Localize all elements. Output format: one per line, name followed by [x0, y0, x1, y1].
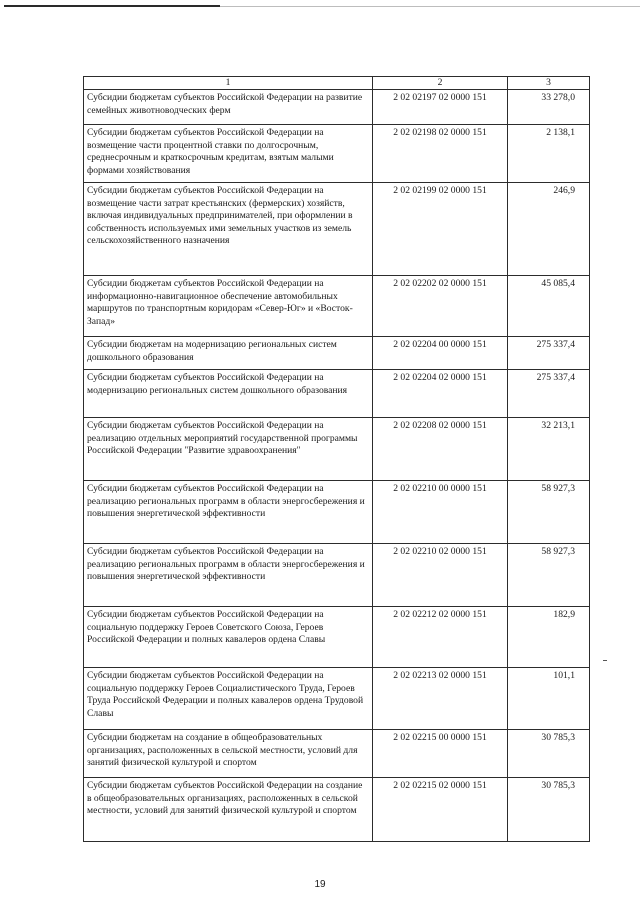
table-row — [84, 90, 590, 125]
budget-table-container — [83, 76, 589, 842]
row-amount-cell: 58 927,3 — [508, 544, 590, 607]
page-number: 19 — [314, 879, 326, 890]
table-row — [84, 481, 590, 544]
row-name-cell: Субсидии бюджетам субъектов Российской Федерации на реализацию отдельных мероприятий государственной программы Российской Федерации "Развитие здравоохранения" — [84, 418, 373, 481]
row-name-cell: Субсидии бюджетам субъектов Российской Федерации на развитие семейных животноводческих ферм — [84, 90, 373, 125]
table-row — [84, 778, 590, 842]
row-amount-cell: 30 785,3 — [508, 730, 590, 778]
row-amount-cell: 246,9 — [508, 183, 590, 276]
row-amount-cell: 30 785,3 — [508, 778, 590, 842]
row-name-cell: Субсидии бюджетам субъектов Российской Федерации на информационно-навигационное обеспечение автомобильных маршрутов по транспортным коридорам «Север-Юг» и «Восток-Запад» — [84, 276, 373, 337]
table-row — [84, 418, 590, 481]
table-row — [84, 337, 590, 370]
row-name-cell: Субсидии бюджетам субъектов Российской Федерации на возмещение части процентной ставки по долгосрочным, среднесрочным и краткосрочным кредитам, взятым малыми формами хозяйствования — [84, 125, 373, 183]
row-code-cell: 2 02 02210 00 0000 151 — [373, 481, 508, 544]
column-header-2: 2 — [373, 77, 508, 90]
row-name-cell: Субсидии бюджетам субъектов Российской Федерации на социальную поддержку Героев Социалистического Труда, Героев Труда Российской Федерации и полных кавалеров ордена Трудовой Славы — [84, 668, 373, 730]
row-name-cell: Субсидии бюджетам субъектов Российской Федерации на создание в общеобразовательных организациях, расположенных в сельской местности, условий для занятий физической культурой и спортом — [84, 778, 373, 842]
row-code-cell: 2 02 02215 02 0000 151 — [373, 778, 508, 842]
table-row — [84, 370, 590, 418]
scan-edge-line-faint — [220, 6, 640, 7]
row-code-cell: 2 02 02204 00 0000 151 — [373, 337, 508, 370]
row-amount-cell: 33 278,0 — [508, 90, 590, 125]
table-row — [84, 125, 590, 183]
row-name-cell: Субсидии бюджетам субъектов Российской Федерации на модернизацию региональных систем дошкольного образования — [84, 370, 373, 418]
scan-edge-line — [4, 5, 220, 7]
row-amount-cell: 2 138,1 — [508, 125, 590, 183]
row-code-cell: 2 02 02197 02 0000 151 — [373, 90, 508, 125]
column-header-1: 1 — [84, 77, 373, 90]
row-code-cell: 2 02 02212 02 0000 151 — [373, 607, 508, 668]
row-amount-cell: 182,9 — [508, 607, 590, 668]
row-name-cell: Субсидии бюджетам субъектов Российской Федерации на реализацию региональных программ в области энергосбережения и повышения энергетической эффективности — [84, 481, 373, 544]
row-name-cell: Субсидии бюджетам субъектов Российской Федерации на возмещение части затрат крестьянских (фермерских) хозяйств, включая индивидуальных предпринимателей, при оформлении в собственность используемых ими земельных участков из земель сельскохозяйственного назначения — [84, 183, 373, 276]
row-code-cell: 2 02 02215 00 0000 151 — [373, 730, 508, 778]
table-row — [84, 668, 590, 730]
row-code-cell: 2 02 02198 02 0000 151 — [373, 125, 508, 183]
row-name-cell: Субсидии бюджетам на создание в общеобразовательных организациях, расположенных в сельской местности, условий для занятий физической культурой и спортом — [84, 730, 373, 778]
row-amount-cell: 58 927,3 — [508, 481, 590, 544]
budget-table — [83, 76, 590, 842]
row-amount-cell: 275 337,4 — [508, 337, 590, 370]
column-header-3: 3 — [508, 77, 590, 90]
row-code-cell: 2 02 02213 02 0000 151 — [373, 668, 508, 730]
table-row — [84, 607, 590, 668]
row-name-cell: Субсидии бюджетам на модернизацию региональных систем дошкольного образования — [84, 337, 373, 370]
scan-mark — [603, 660, 607, 661]
row-code-cell: 2 02 02204 02 0000 151 — [373, 370, 508, 418]
row-code-cell: 2 02 02199 02 0000 151 — [373, 183, 508, 276]
table-row — [84, 276, 590, 337]
table-header-row — [84, 77, 590, 90]
row-name-cell: Субсидии бюджетам субъектов Российской Федерации на социальную поддержку Героев Советского Союза, Героев Российской Федерации и полных кавалеров ордена Славы — [84, 607, 373, 668]
table-row — [84, 183, 590, 276]
row-amount-cell: 101,1 — [508, 668, 590, 730]
row-code-cell: 2 02 02202 02 0000 151 — [373, 276, 508, 337]
row-name-cell: Субсидии бюджетам субъектов Российской Федерации на реализацию региональных программ в области энергосбережения и повышения энергетической эффективности — [84, 544, 373, 607]
row-amount-cell: 32 213,1 — [508, 418, 590, 481]
row-amount-cell: 275 337,4 — [508, 370, 590, 418]
table-row — [84, 730, 590, 778]
table-row — [84, 544, 590, 607]
row-code-cell: 2 02 02208 02 0000 151 — [373, 418, 508, 481]
row-amount-cell: 45 085,4 — [508, 276, 590, 337]
row-code-cell: 2 02 02210 02 0000 151 — [373, 544, 508, 607]
